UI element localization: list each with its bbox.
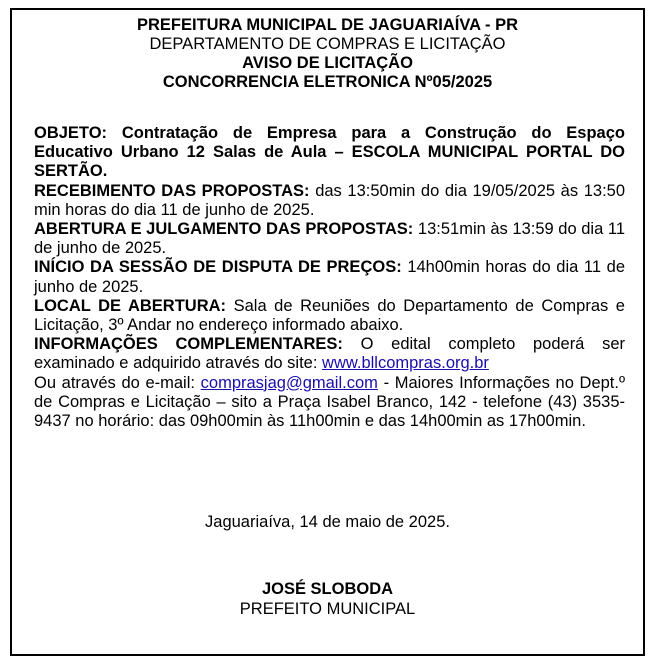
tender-number-title: CONCORRENCIA ELETRONICA Nº05/2025 bbox=[162, 73, 493, 91]
recebimento-text: das 13:50min do dia 19/05/2025 às 13:50 min horas do dia 11 de junho de 2025. bbox=[34, 181, 626, 219]
info-text-1: O edital completo poderá ser examinado e adquirido através do site: bbox=[34, 335, 625, 373]
notice-body bbox=[34, 124, 625, 431]
notice-frame bbox=[10, 8, 645, 656]
signature-block bbox=[12, 580, 643, 619]
email-link[interactable]: comprasjag@gmail.com bbox=[200, 373, 378, 392]
website-link[interactable]: www.bllcompras.org.br bbox=[322, 354, 489, 373]
municipality-title: PREFEITURA MUNICIPAL DE JAGUARIAÍVA - PR bbox=[136, 16, 519, 34]
local-paragraph bbox=[34, 297, 625, 335]
notice-header bbox=[12, 16, 643, 92]
inicio-paragraph bbox=[34, 258, 625, 296]
signatory-name: JOSÉ SLOBODA bbox=[261, 580, 394, 598]
local-label: LOCAL DE ABERTURA: bbox=[34, 296, 227, 315]
objeto-label: OBJETO: bbox=[34, 124, 108, 142]
recebimento-paragraph bbox=[34, 182, 625, 220]
department-title: DEPARTAMENTO DE COMPRAS E LICITAÇÃO bbox=[149, 35, 506, 53]
signatory-title: PREFEITO MUNICIPAL bbox=[239, 599, 416, 618]
abertura-paragraph bbox=[34, 220, 625, 258]
objeto-paragraph bbox=[34, 124, 625, 182]
abertura-label: ABERTURA E JULGAMENTO DAS PROPOSTAS: bbox=[34, 220, 414, 239]
abertura-text: 13:51min às 13:59 do dia 11 de junho de 2025. bbox=[34, 220, 626, 258]
issue-date: Jaguariaíva, 14 de maio de 2025. bbox=[205, 513, 450, 531]
recebimento-label: RECEBIMENTO DAS PROPOSTAS: bbox=[34, 181, 310, 200]
notice-type-title: AVISO DE LICITAÇÃO bbox=[242, 54, 413, 72]
info-text-2: Ou através do e-mail: bbox=[34, 373, 195, 392]
info-label: INFORMAÇÕES COMPLEMENTARES: bbox=[34, 335, 343, 354]
info-paragraph bbox=[34, 335, 625, 431]
info-text-3: - Maiores Informações no Dept.º de Compras e Licitação – sito a Praça Isabel Branco, 142 - telefone (43) 3535-9437 no horário: das 09h00min às 11h00min e das 14h00min as 17h00min. bbox=[34, 373, 626, 431]
objeto-text: Contratação de Empresa para a Construção do Espaço Educativo Urbano 12 Salas de Aula – ESCOLA MUNICIPAL PORTAL DO SERTÃO. bbox=[34, 124, 625, 181]
inicio-text: 14h00min horas do dia 11 de junho de 2025. bbox=[34, 258, 625, 296]
inicio-label: INÍCIO DA SESSÃO DE DISPUTA DE PREÇOS: bbox=[34, 258, 402, 277]
local-text: Sala de Reuniões do Departamento de Compras e Licitação, 3º Andar no endereço informado abaixo. bbox=[34, 296, 625, 335]
